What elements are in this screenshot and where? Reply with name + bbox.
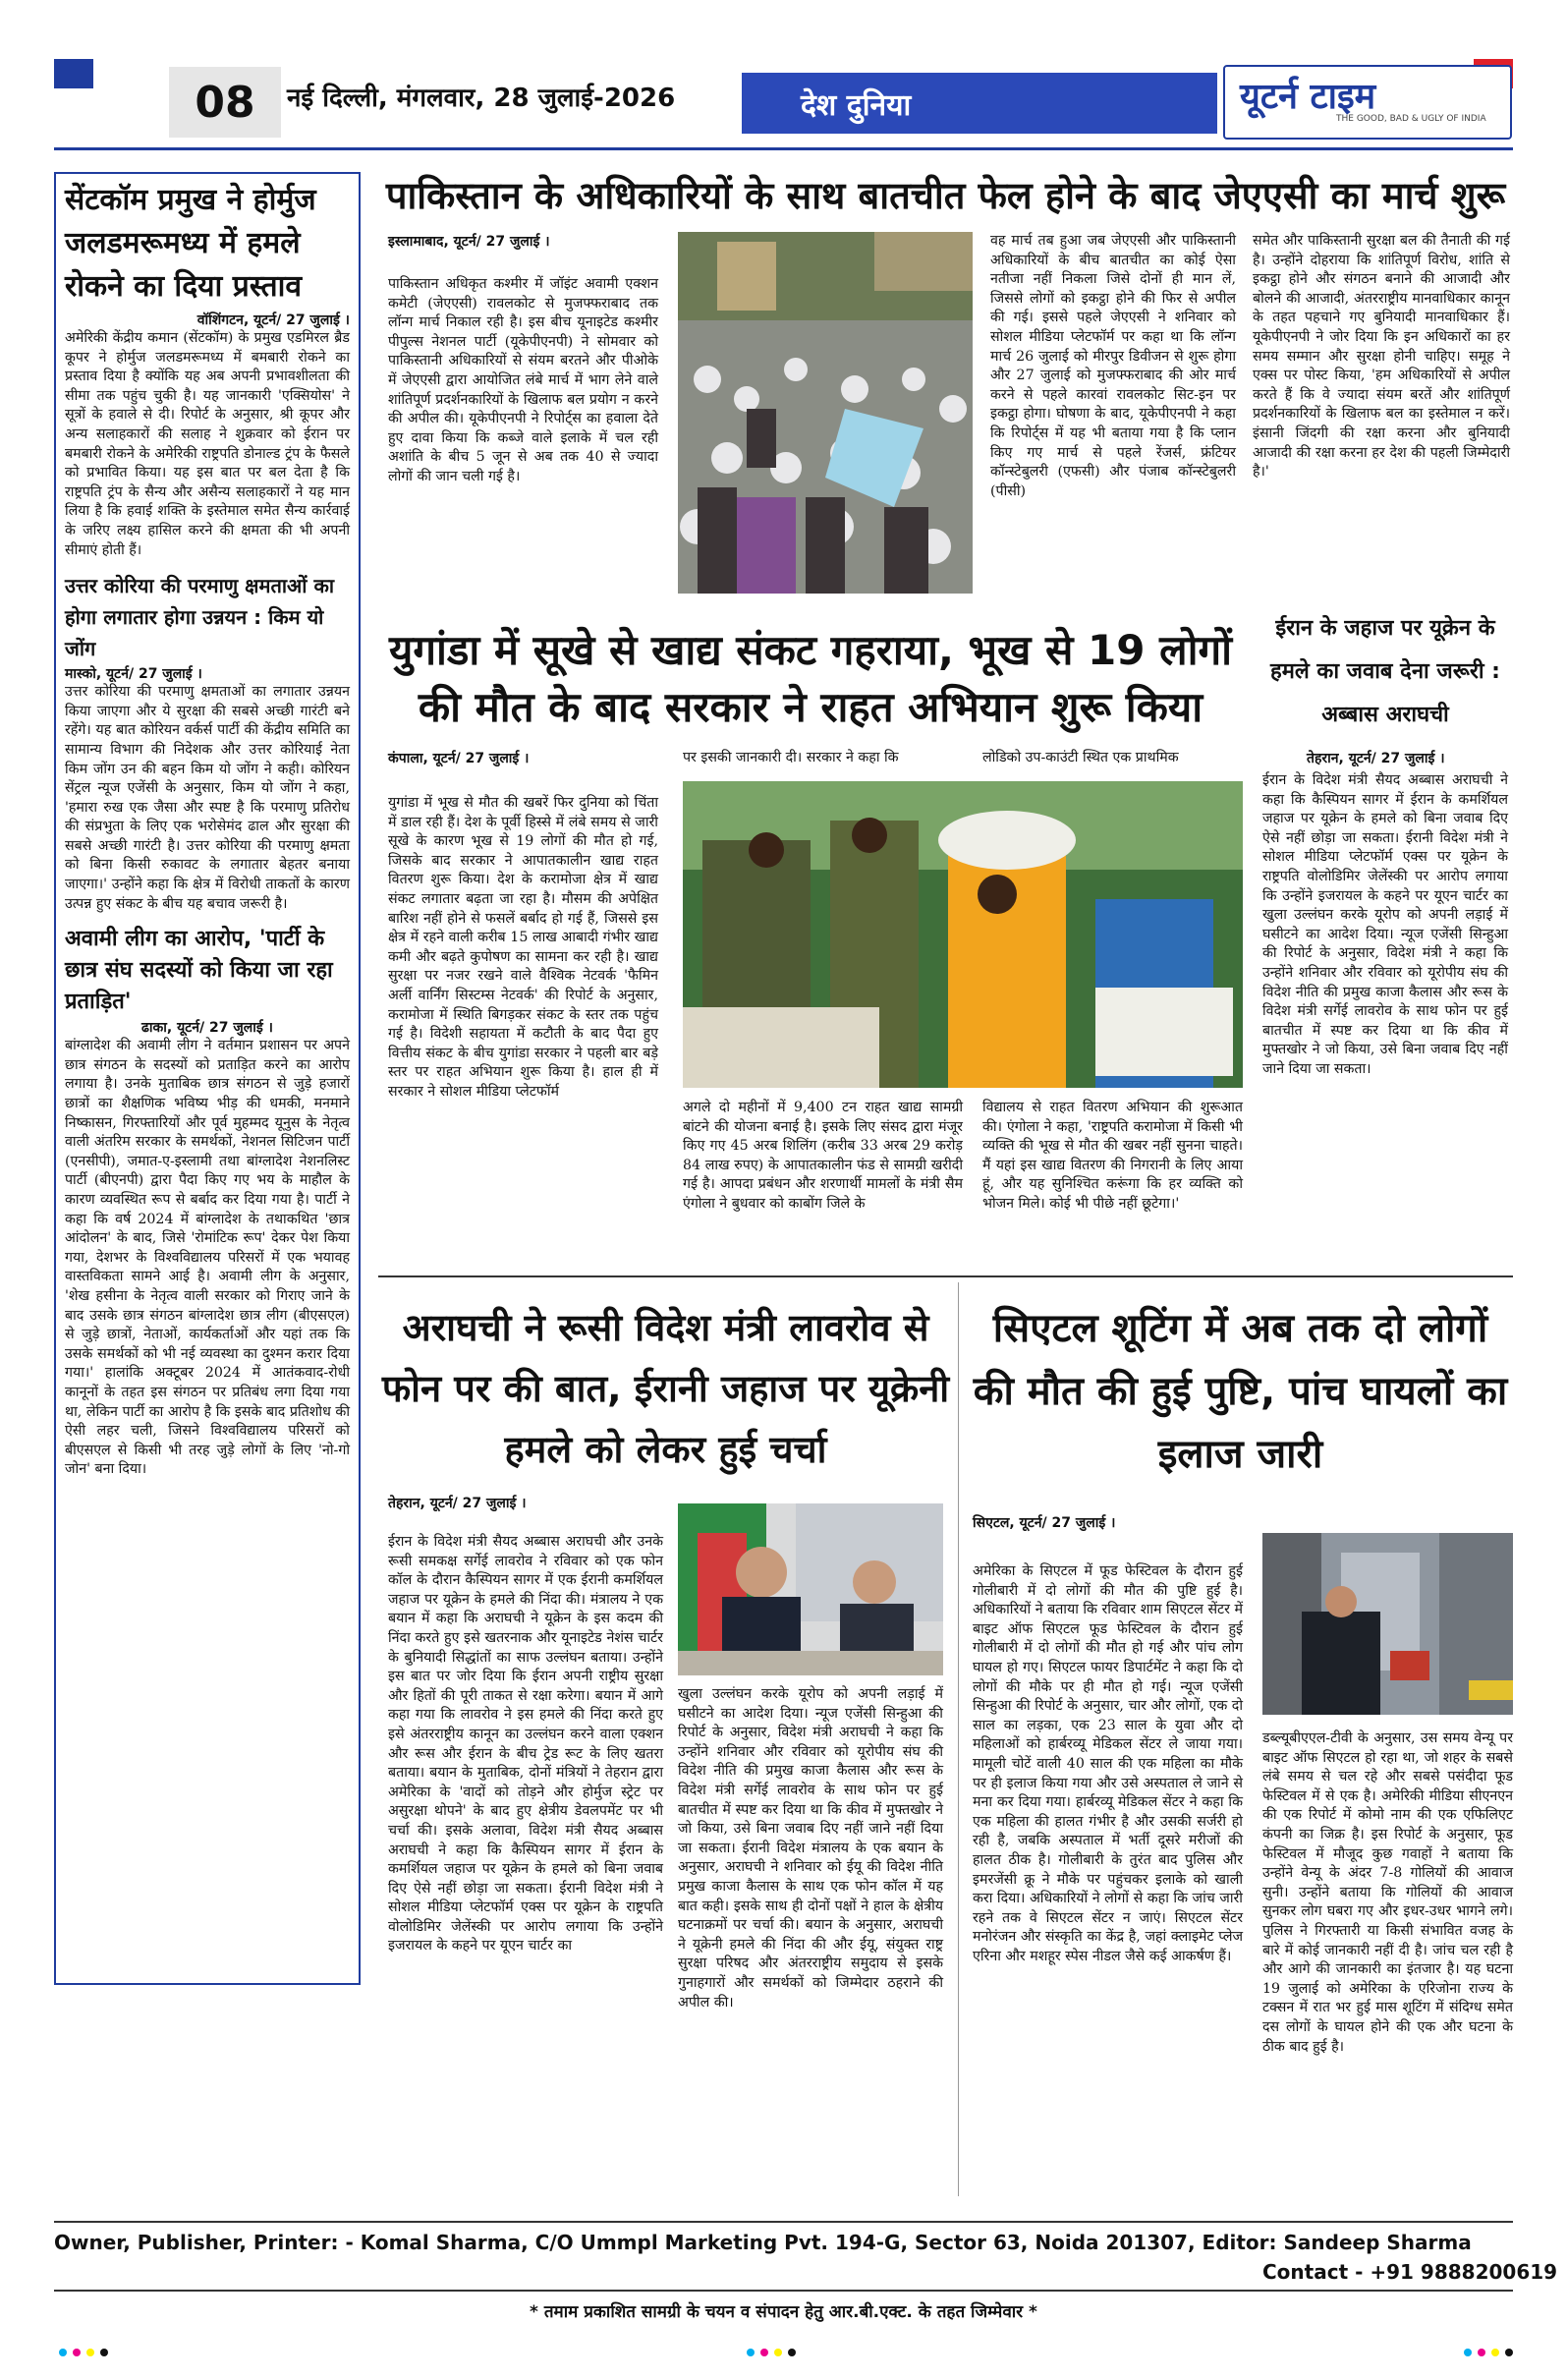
registration-dots-left: [59, 2349, 108, 2356]
story-dateline: मास्को, यूटर्न/ 27 जुलाई ।: [65, 666, 202, 683]
story-body-pakistan-col2: वह मार्च तब हुआ जब जेएएसी और पाकिस्तानी अधिकारियों के बीच बातचीत का कोई ऐसा नतीजा नहीं निकला जिसे दोनों ही मान लें, जिससे लोगों को इकट्ठा होने की फिर से अपील की गई। इससे पहले जेएएसी ने शनिवार को सोशल मीडिया प्लेटफॉर्म पर कहा था कि लॉन्ग मार्च 26 जुलाई को मीरपुर डिवीजन से शुरू होगा और 27 जुलाई को मुजफ्फराबाद की ओर मार्च करने से पहले कारवां रावलकोट सिट-इन पर इकट्ठा होगा। घोषणा के बाद, यूकेपीएनपी ने कहा कि रिपोर्ट्स में यह भी बताया गया है कि प्लान किए गए मार्च से पहले रेंजर्स, फ्रंटियर कॉन्स्टेबुलरी (एफसी) और पंजाब कॉन्स्टेबुलरी (पीसी): [990, 233, 1236, 499]
story-dateline: तेहरान, यूटर्न/ 27 जुलाई ।: [388, 1496, 527, 1511]
story-dateline: वॉशिंगटन, यूटर्न/ 27 जुलाई ।: [196, 312, 350, 328]
story-body-north-korea: उत्तर कोरिया की परमाणु क्षमताओं का लगातार उन्नयन किया जाएगा और ये सुरक्षा की सबसे अच्छी गारंटी बने रहेंगे। यह बात कोरियन वर्कर्स पार्टी की केंद्रीय समिति का सामान्य विभाग की निदेशक और उत्तर कोरियाई नेता किम जोंग उन की बहन किम यो जोंग ने कही। कोरियन सेंट्रल न्यूज एजेंसी के अनुसार, किम यो जोंग ने कहा, 'हमारा रुख एक जैसा और स्पष्ट है कि परमाणु प्रतिरोध की संप्रभुता के लिए एक भरोसेमंद ढाल और सुरक्षा की सबसे अच्छी गारंटी है। उत्तर कोरिया की परमाणु क्षमता को बिना किसी रुकावट के लगातार बेहतर बनाया जाएगा।' उन्होंने कहा कि क्षेत्र में विरोधी ताकतों के कारण उत्पन्न हुए संकट के बीच यह बचाव जरूरी है।: [65, 684, 350, 912]
footer-contact: Contact - +91 9888200619: [1262, 2260, 1558, 2284]
dateline: नई दिल्ली, मंगलवार, 28 जुलाई-2026: [287, 84, 676, 113]
footer-disclaimer: * तमाम प्रकाशित सामग्री के चयन व संपादन हेतु आर.बी.एक्ट. के तहत जिम्मेवार *: [530, 2302, 1037, 2322]
story-headline-lavrov: अराघची ने रूसी विदेश मंत्री लावरोव से फोन पर की बात, ईरानी जहाज पर यूक्रेनी हमले को लेकर हुई चर्चा: [381, 1306, 950, 1471]
registration-dots-center: [747, 2349, 796, 2356]
story-headline-iran-ship: ईरान के जहाज पर यूक्रेन के हमले का जवाब देना जरूरी : अब्बास अराघची: [1270, 616, 1500, 727]
story-headline-pakistan: पाकिस्तान के अधिकारियों के साथ बातचीत फेल होने के बाद जेएएसी का मार्च शुरू: [385, 174, 1506, 217]
story-headline-north-korea: उत्तर कोरिया की परमाणु क्षमताओं का होगा लगातार होगा उन्नयन : किम यो जोंग: [65, 574, 334, 661]
story-dateline: ढाका, यूटर्न/ 27 जुलाई ।: [141, 1020, 273, 1037]
story-body-uganda-col1: युगांडा में भूख से मौत की खबरें फिर दुनिया को चिंता में डाल रही हैं। देश के पूर्वी हिस्से में लंबे समय से जारी सूखे के कारण भूख से 19 लोगों की मौत हो गई, जिसके बाद सरकार ने आपातकालीन खाद्य राहत वितरण शुरू किया। देश के करामोजा क्षेत्र में खाद्य संकट लगातार बढ़ता जा रहा है। मौसम की अपेक्षित बारिश नहीं होने से फसलें बर्बाद हो गई हैं, जिससे इस क्षेत्र में रहने वाली करीब 15 लाख आबादी गंभीर खाद्य कमी और बढ़ते कुपोषण का सामना कर रही है। खाद्य सुरक्षा पर नजर रखने वाले वैश्विक नेटवर्क 'फैमिन अर्ली वार्निंग सिस्टम्स नेटवर्क' की रिपोर्ट के अनुसार, करामोजा में स्थिति बिगड़कर संकट के स्तर तक पहुंच गई है। विदेशी सहायता में कटौती के बाद पैदा हुए वित्तीय संकट के बीच युगांडा सरकार ने पहली बार बड़े स्तर पर राहत अभियान शुरू किया है। हाल ही में सरकार ने सोशल मीडिया प्लेटफॉर्म: [388, 795, 658, 1100]
story-body-awami-league: बांग्लादेश की अवामी लीग ने वर्तमान प्रशासन पर अपने छात्र संगठन के सदस्यों को प्रताड़ित करने का आरोप लगाया है। उनके मुताबिक छात्र संगठन से जुड़े हजारों छात्रों का शैक्षणिक भविष्य भीड़ की धमकी, मनमाने निष्कासन, गिरफ्तारियों और पूर्व मुहम्मद यूनुस के नेतृत्व वाली अंतरिम सरकार के समर्थकों, नेशनल सिटिजन पार्टी (एनसीपी), जमात-ए-इस्लामी तथा बांग्लादेश नेशनलिस्ट पार्टी (बीएनपी) द्वारा पैदा किए गए भय के माहौल के कारण व्यवस्थित रूप से बर्बाद कर दिया गया है। पार्टी ने कहा कि वर्ष 2024 में बांग्लादेश के तथाकथित 'छात्र आंदोलन' के बाद, जिसे 'रोमांटिक रूप' देकर पेश किया गया, देशभर के विश्वविद्यालय परिसरों में एक भयावह वास्तविकता सामने आई है। अवामी लीग के अनुसार, 'शेख हसीना के नेतृत्व वाली सरकार को गिराए जाने के बाद उसके छात्र संगठन बांग्लादेश छात्र लीग (बीएसएल) से जुड़े छात्रों, नेताओं, कार्यकर्ताओं और यहां तक कि उसके समर्थकों को भी नई व्यवस्था का दुश्मन करार दिया गया।' हालांकि अक्टूबर 2024 में आतंकवाद-रोधी कानूनों के तहत इस संगठन पर प्रतिबंध लगा दिया गया था, लेकिन पार्टी का आरोप है कि इसके बाद प्रतिशोध की ऐसी लहर चली, जिसने विश्वविद्यालय परिसरों को बीएसएल से किसी भी तरह जुड़े लोगों के लिए 'नो-गो जोन' बना दिया।: [65, 1038, 350, 1478]
left-column: [65, 179, 350, 1480]
story-body-centcom: अमेरिकी केंद्रीय कमान (सेंटकॉम) के प्रमुख एडमिरल ब्रैड कूपर ने होर्मुज जलडमरूमध्य में बमबारी रोकने का प्रस्ताव दिया है क्योंकि यह अब अपनी प्रभावशीलता की सीमा तक पहुंच चुकी है। यह जानकारी 'एक्सियोस' ने सूत्रों के हवाले से दी। रिपोर्ट के अनुसार, श्री कूपर और अन्य सलाहकारों की सलाह ने शुक्रवार को ईरान पर बमबारी रोकने के अमेरिकी राष्ट्रपति डोनाल्ड ट्रंप के फैसले को प्रभावित किया। यह इस बात पर बल देता है कि राष्ट्रपति ट्रंप के सैन्य और असैन्य सलाहकारों ने यह मान लिया है कि हवाई शक्ति के इस्तेमाल समेत सैन्य कार्रवाई के जरिए लक्ष्य हासिल करने की क्षमता की भी अपनी सीमाएं होती हैं।: [65, 330, 350, 558]
lavrov-photo: [678, 1503, 943, 1675]
column-divider: [958, 1282, 959, 2196]
footer-rule: [54, 2290, 1513, 2292]
section-divider: [378, 1275, 1513, 1277]
header-rule: [54, 147, 1513, 150]
story-headline-uganda: युगांडा में सूखे से खाद्य संकट गहराया, भूख से 19 लोगों की मौत के बाद सरकार ने राहत अभियान शुरू किया: [388, 626, 1233, 731]
story-body-lavrov-col2: खुला उल्लंघन करके यूरोप को अपनी लड़ाई में घसीटने का आदेश दिया। न्यूज एजेंसी सिन्हुआ की रिपोर्ट के अनुसार, विदेश मंत्री अराघची ने कहा कि उन्होंने शनिवार और रविवार को यूरोपीय संघ की विदेश नीति की प्रमुख काजा कैलास और रूस के विदेश मंत्री सर्गेई लावरोव के साथ फोन पर हुई बातचीत में स्पष्ट कर दिया था कि कीव में मुफ्तखोर ने जो किया, उसे बिना जवाब दिए नहीं जाने नहीं दिया जा सकता। ईरानी विदेश मंत्रालय के एक बयान के अनुसार, अराघची ने शनिवार को ईयू की विदेश नीति प्रमुख काजा कैलास के साथ एक फोन कॉल में यह बात कही। इसके साथ ही दोनों पक्षों ने हाल के क्षेत्रीय घटनाक्रमों पर चर्चा की। बयान के अनुसार, अराघची ने यूक्रेनी हमले की निंदा की और ईयू, संयुक्त राष्ट्र सुरक्षा परिषद और अंतरराष्ट्रीय समुदाय से इसके गुनाहगारों और समर्थकों को जिम्मेदार ठहराने की अपील की।: [678, 1686, 943, 2011]
story-body-uganda-col2: अगले दो महीनों में 9,400 टन राहत खाद्य सामग्री बांटने की योजना बनाई है। इसके लिए संसद द्वारा मंजूर किए गए 45 अरब शिलिंग (करीब 33 अरब 29 करोड़ 84 लाख रुपए) के आपातकालीन फंड से सामग्री खरीदी गई है। आपदा प्रबंधन और शरणार्थी मामलों के मंत्री सैम एंगोला ने बुधवार को काबोंग जिले के: [683, 1100, 963, 1212]
story-headline-centcom: सेंटकॉम प्रमुख ने होर्मुज जलडमरूमध्य में हमले रोकने का दिया प्रस्ताव: [65, 183, 316, 304]
story-body-pakistan-col3: समेत और पाकिस्तानी सुरक्षा बल की तैनाती की गई है। उन्होंने दोहराया कि शांतिपूर्ण विरोध, शांति से इकट्ठा होने और संगठन बनाने की आजादी और बोलने की आजादी, अंतरराष्ट्रीय मानवाधिकार कानून के तहत पहचाने गए बुनियादी मानवाधिकार हैं। यूकेपीएनपी ने जोर दिया कि इन अधिकारों का हर समय सम्मान और सुरक्षा होनी चाहिए। समूह ने एक्स पर पोस्ट किया, 'हम अधिकारियों से अपील करते हैं कि वे ज्यादा संयम बरतें और शांतिपूर्ण प्रदर्शनकारियों के खिलाफ बल का इस्तेमाल न करें। इंसानी जिंदगी की रक्षा करना और बुनियादी आजादी की रक्षा करना हर देश की पहली जिम्मेदारी है।': [1253, 233, 1510, 481]
story-dateline: तेहरान, यूटर्न/ 27 जुलाई ।: [1307, 751, 1445, 766]
story-body-seattle-col2: डब्ल्यूबीएएल-टीवी के अनुसार, उस समय वेन्यू पर बाइट ऑफ सिएटल हो रहा था, जो शहर के सबसे लंबे समय से चल रहे और सबसे पसंदीदा फूड फेस्टिवल में से एक है। अमेरिकी मीडिया सीएनएन की एक रिपोर्ट में कोमो नाम की एक एफिलिएट कंपनी का जिक्र है। इस रिपोर्ट के अनुसार, फूड फेस्टिवल में मौजूद कुछ गवाहों ने बताया कि उन्होंने वेन्यू के अंदर 7-8 गोलियों की आवाज सुनी। उन्होंने बताया कि गोलियों की आवाज सुनकर लोग घबरा गए और इधर-उधर भागने लगे। पुलिस ने गिरफ्तारी या किसी संभावित वजह के बारे में कोई जानकारी नहीं दी है। जांच चल रही है और आगे की जानकारी का इंतजार है। यह घटना 19 जुलाई को अमेरिका के एरिजोना राज्य के टक्सन में रात भर हुई मास शूटिंग में संदिग्ध समेत दस लोगों के घायल होने की एक और घटना के ठीक बाद हुई है।: [1262, 1730, 1513, 2055]
seattle-police-photo: [1262, 1533, 1513, 1715]
food-relief-photo: [683, 781, 1243, 1088]
story-dateline: सिएटल, यूटर्न/ 27 जुलाई ।: [973, 1515, 1116, 1531]
story-body-pakistan-col1: पाकिस्तान अधिकृत कश्मीर में जॉइंट अवामी एक्शन कमेटी (जेएएसी) रावलकोट से मुजफ्फराबाद तक लॉन्ग मार्च निकाल रही है। इस बीच यूनाइटेड कश्मीर पीपुल्स नेशनल पार्टी (यूकेपीएनपी) ने सोमवार को पाकिस्तानी अधिकारियों से संयम बरतने और पीओके में जेएएसी द्वारा आयोजित लंबे मार्च में भाग लेने वाले शांतिपूर्ण प्रदर्शनकारियों के खिलाफ बल प्रयोग न करने की अपील की। यूकेपीएनपी ने रिपोर्ट्स का हवाला देते हुए दावा किया कि कब्जे वाले इलाके में चल रही अशांति के बीच 5 जून से अब तक 40 से ज्यादा लोगों की जान चली गई है।: [388, 276, 658, 484]
logo-text: यूटर्न टाइम: [1240, 77, 1376, 117]
story-body-seattle-col1: अमेरिका के सिएटल में फूड फेस्टिवल के दौरान हुई गोलीबारी में दो लोगों की मौत की पुष्टि हुई है। अधिकारियों ने बताया कि रविवार शाम सिएटल सेंटर में बाइट ऑफ सिएटल फूड फेस्टिवल के दौरान हुई गोलीबारी में दो लोगों की मौत हो गई और पांच लोग घायल हो गए। सिएटल फायर डिपार्टमेंट ने कहा कि दो लोगों की मौके पर ही मौत हो गई। न्यूज एजेंसी सिन्हुआ की रिपोर्ट के अनुसार, चार और लोगों, एक दो साल का लड़का, एक 23 साल के युवा और दो महिलाओं को हार्बरव्यू मेडिकल सेंटर ले जाया गया। मामूली चोटें वाली 40 साल की एक महिला का मौके पर ही इलाज किया गया और उसे अस्पताल ले जाने से मना कर दिया गया। हार्बरव्यू मेडिकल सेंटर ने कहा कि एक महिला की हालत गंभीर है और उसकी सर्जरी हो रही है, जबकि अस्पताल में भर्ती दूसरे मरीजों की हालत ठीक है। गोलीबारी के तुरंत बाद पुलिस और इमरजेंसी क्रू ने मौके पर पहुंचकर इलाके को खाली करा दिया। अधिकारियों ने लोगों से कहा कि जांच जारी रहने तक वे सिएटल सेंटर न जाएं। सिएटल सेंटर मनोरंजन और संस्कृति का केंद्र है, जहां क्लाइमेट प्लेज एरिना और मशहूर स्पेस नीडल जैसे कई आकर्षण हैं।: [973, 1563, 1243, 1964]
page-number: 08: [169, 67, 281, 138]
protest-march-photo: [678, 232, 973, 594]
story-headline-awami-league: अवामी लीग का आरोप, 'पार्टी के छात्र संघ सदस्यों को किया जा रहा प्रताड़ित': [65, 927, 333, 1015]
footer-imprint: Owner, Publisher, Printer: - Komal Sharma, C/O Ummpl Marketing Pvt. 194-G, Sector 63, Noida 201307, Editor: Sandeep Sharma: [54, 2231, 1472, 2254]
story-body-uganda-col3-top: लोडिको उप-काउंटी स्थित एक प्राथमिक: [982, 750, 1179, 765]
story-body-lavrov-col1: ईरान के विदेश मंत्री सैयद अब्बास अराघची और उनके रूसी समकक्ष सर्गेई लावरोव ने रविवार को एक फोन कॉल के दौरान कैस्पियन सागर में एक ईरानी कमर्शियल जहाज पर यूक्रेन के हमले की निंदा की। मंत्रालय ने एक बयान में कहा कि अराघची ने यूक्रेन के इस कदम की निंदा करते हुए इसे खतरनाक और यूनाइटेड नेशंस चार्टर के बुनियादी सिद्धांतों का साफ उल्लंघन बताया। उन्होंने इस बात पर जोर दिया कि ईरान अपनी राष्ट्रीय सुरक्षा और हितों की पूरी ताकत से रक्षा करेगा। बयान में आगे कहा गया कि लावरोव ने इस हमले की निंदा करते हुए इसे अंतरराष्ट्रीय कानून का उल्लंघन करने वाला एक्शन और रूस और ईरान के बीच ट्रेड रूट के लिए खतरा बताया। बयान के मुताबिक, दोनों मंत्रियों ने तेहरान द्वारा अमेरिका के 'वादों को तोड़ने और होर्मुज स्ट्रेट पर असुरक्षा थोपने' के बाद हुए क्षेत्रीय डेवलपमेंट पर भी चर्चा की। इसके अलावा, विदेश मंत्री सैयद अब्बास अराघची ने कहा कि कैस्पियन सागर में ईरान के कमर्शियल जहाज पर यूक्रेन के हमले को बिना जवाब दिए ऐसे नहीं छोड़ा जा सकता। ईरानी विदेश मंत्री ने सोशल मीडिया प्लेटफॉर्म एक्स पर यूक्रेन के राष्ट्रपति वोलोडिमिर जेलेंस्की पर आरोप लगाया कि उन्होंने इजरायल के कहने पर यूएन चार्टर का: [388, 1534, 663, 1955]
story-headline-seattle: सिएटल शूटिंग में अब तक दो लोगों की मौत की हुई पुष्टि, पांच घायलों का इलाज जारी: [973, 1306, 1508, 1477]
corner-decoration-top-left: [54, 59, 93, 88]
story-dateline: इस्लामाबाद, यूटर्न/ 27 जुलाई ।: [388, 234, 550, 250]
footer-rule: [54, 2221, 1513, 2223]
story-body-iran-ship: ईरान के विदेश मंत्री सैयद अब्बास अराघची ने कहा कि कैस्पियन सागर में ईरान के कमर्शियल जहाज पर यूक्रेन के हमले को बिना जवाब दिए ऐसे नहीं छोड़ा जा सकता। ईरानी विदेश मंत्री ने सोशल मीडिया प्लेटफॉर्म एक्स पर यूक्रेन के राष्ट्रपति वोलोडिमिर जेलेंस्की पर आरोप लगाया कि उन्होंने इजरायल के कहने पर यूएन चार्टर का खुला उल्लंघन करके यूरोप को अपनी लड़ाई में घसीटने का आदेश दिया। न्यूज एजेंसी सिन्हुआ की रिपोर्ट के अनुसार, विदेश मंत्री ने कहा कि उन्होंने शनिवार और रविवार को यूरोपीय संघ की विदेश नीति की प्रमुख काजा कैलास और रूस के विदेश मंत्री सर्गेई लावरोव के साथ फोन पर हुई बातचीत में स्पष्ट कर दिया था कि कीव में मुफ्तखोर ने जो किया, उसे बिना जवाब दिए नहीं जाने दिया जा सकता।: [1262, 772, 1508, 1077]
story-dateline: कंपाला, यूटर्न/ 27 जुलाई ।: [388, 751, 530, 766]
registration-dots-right: [1464, 2349, 1513, 2356]
story-body-uganda-col2-top: पर इसकी जानकारी दी। सरकार ने कहा कि: [683, 750, 899, 765]
logo-tagline: THE GOOD, BAD & UGLY OF INDIA: [1336, 114, 1486, 124]
story-body-uganda-col3: विद्यालय से राहत वितरण अभियान की शुरूआत की। एंगोला ने कहा, 'राष्ट्रपति करामोजा में किसी भी व्यक्ति की भूख से मौत की खबर नहीं सुनना चाहते। मैं यहां इस खाद्य वितरण की निगरानी के लिए आया हूं, और यह सुनिश्चित करूंगा कि हर व्यक्ति को भोजन मिले। कोई भी पीछे नहीं छूटेगा।': [982, 1100, 1243, 1212]
section-title: देश दुनिया: [742, 73, 1217, 134]
